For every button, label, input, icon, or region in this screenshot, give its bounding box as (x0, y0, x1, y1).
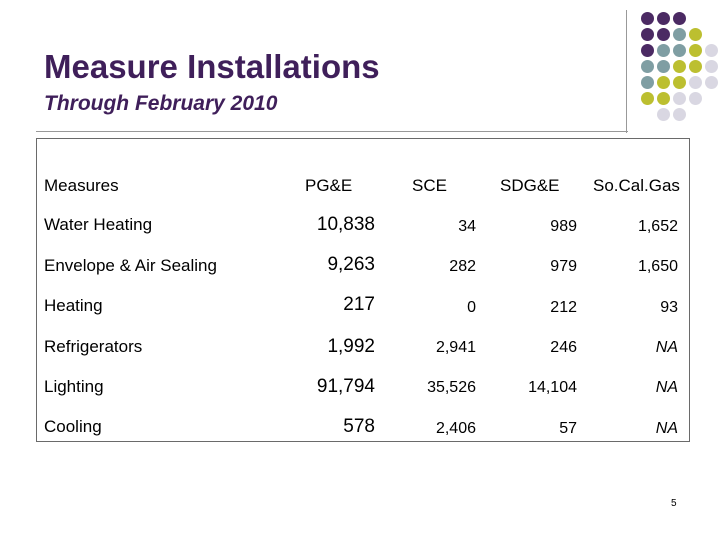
dot (705, 44, 718, 57)
dot (657, 28, 670, 41)
table-row-measure: Envelope & Air Sealing (44, 256, 217, 275)
table-cell-socalgas: 93 (660, 299, 678, 316)
header-measures: Measures (44, 176, 119, 195)
table-cell-sce: 0 (467, 299, 476, 316)
dot (657, 44, 670, 57)
table-cell-socalgas: NA (655, 339, 678, 356)
header-pge: PG&E (305, 176, 353, 195)
table-cell-sdge: 14,104 (528, 379, 577, 396)
decorative-dot-grid (639, 10, 719, 120)
dot (689, 28, 702, 41)
slide-subtitle: Through February 2010 (44, 92, 278, 115)
table-cell-pge: 217 (343, 294, 375, 315)
dot (689, 44, 702, 57)
dot (689, 76, 702, 89)
dot (641, 92, 654, 105)
table-row-measure: Cooling (44, 417, 102, 436)
dot (641, 60, 654, 73)
header-sce: SCE (412, 176, 447, 195)
table-cell-sce: 34 (458, 218, 476, 235)
dot (657, 60, 670, 73)
table-cell-sce: 2,406 (435, 420, 476, 437)
table-cell-sdge: 979 (550, 258, 577, 275)
table-cell-sce: 35,526 (427, 379, 476, 396)
dot (673, 92, 686, 105)
slide-title: Measure Installations (44, 48, 380, 85)
dot (657, 92, 670, 105)
dot (689, 60, 702, 73)
table-cell-socalgas: NA (655, 420, 678, 437)
table-cell-pge: 10,838 (316, 214, 375, 235)
dot (673, 108, 686, 121)
table-cell-sce: 2,941 (435, 339, 476, 356)
dot (657, 108, 670, 121)
table-row-measure: Heating (44, 296, 103, 315)
dot (673, 76, 686, 89)
dot (641, 28, 654, 41)
dot (641, 12, 654, 25)
table-cell-pge: 91,794 (316, 376, 375, 397)
table-cell-sdge: 57 (559, 420, 577, 437)
dot (673, 12, 686, 25)
vertical-divider (626, 10, 627, 133)
table-row-measure: Lighting (44, 377, 104, 396)
dot (657, 76, 670, 89)
table-cell-socalgas: 1,652 (637, 218, 678, 235)
table-row-measure: Refrigerators (44, 337, 143, 356)
table-cell-pge: 9,263 (327, 254, 375, 275)
dot (673, 28, 686, 41)
dot (705, 60, 718, 73)
dot (689, 92, 702, 105)
dot (673, 44, 686, 57)
dot (673, 60, 686, 73)
table-row-measure: Water Heating (44, 215, 153, 234)
table-cell-pge: 1,992 (327, 336, 375, 357)
table-cell-socalgas: 1,650 (637, 258, 678, 275)
header-socalgas: So.Cal.Gas (593, 176, 680, 195)
dot (657, 12, 670, 25)
table-cell-sdge: 212 (550, 299, 577, 316)
dot (641, 76, 654, 89)
table-cell-pge: 578 (343, 416, 375, 437)
page-number: 5 (671, 498, 677, 509)
dot (705, 76, 718, 89)
table-cell-sdge: 989 (550, 218, 577, 235)
dot (641, 44, 654, 57)
table-cell-sce: 282 (449, 258, 476, 275)
header-sdge: SDG&E (500, 176, 560, 195)
horizontal-divider (36, 131, 628, 132)
table-cell-socalgas: NA (655, 379, 678, 396)
table-cell-sdge: 246 (550, 339, 577, 356)
